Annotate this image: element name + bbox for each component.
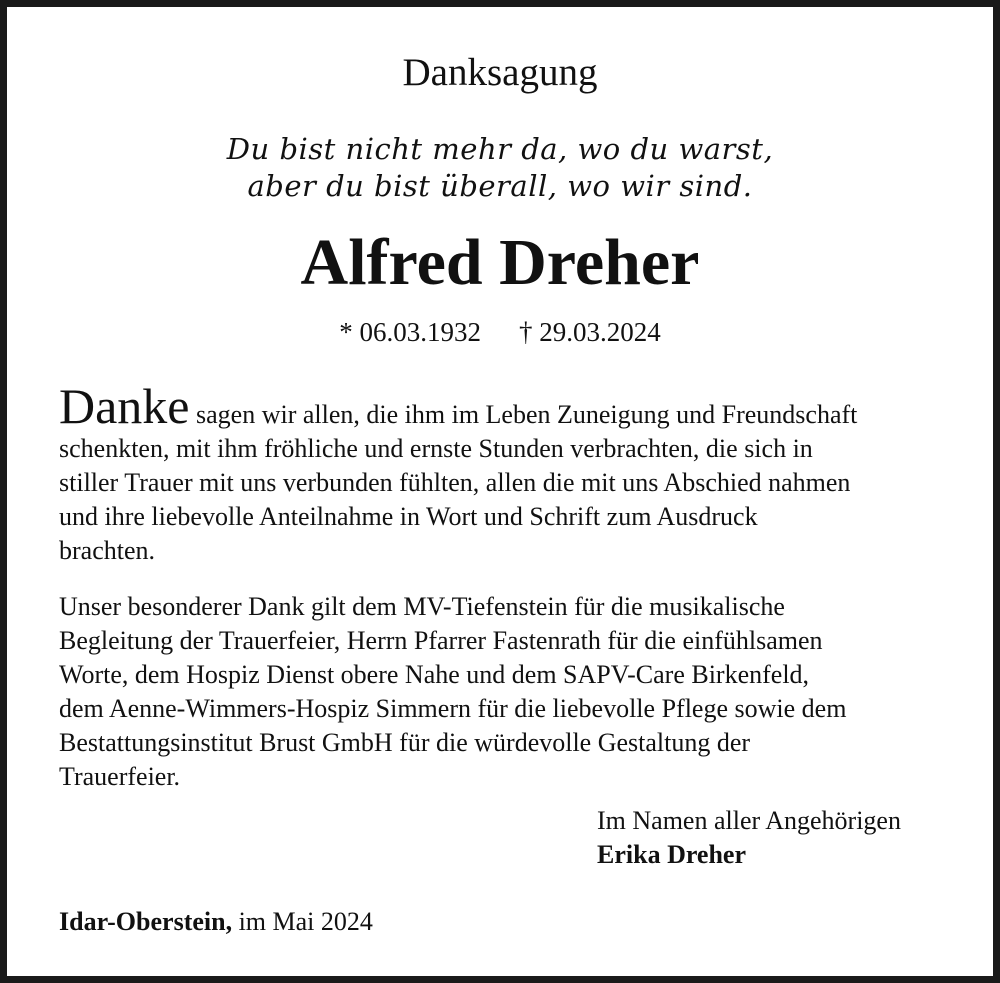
thanks-line: sagen wir allen, die ihm im Leben Zuneigung und Freundschaft [189, 400, 858, 429]
thanks-lead-word: Danke [59, 378, 190, 434]
death-date: † 29.03.2024 [519, 317, 661, 347]
thanks-line: brachten. [59, 536, 156, 565]
signature-intro: Im Namen aller Angehörigen [597, 806, 901, 835]
memorial-verse [7, 131, 993, 205]
notice-date: im Mai 2024 [232, 907, 373, 936]
place-and-date [59, 905, 373, 939]
special-thanks-line: Worte, dem Hospiz Dienst obere Nahe und dem SAPV-Care Birkenfeld, [59, 660, 810, 689]
special-thanks-line: Unser besonderer Dank gilt dem MV-Tiefenstein für die musikalische [59, 592, 785, 621]
special-thanks-line: dem Aenne-Wimmers-Hospiz Simmern für die liebevolle Pflege sowie dem [59, 694, 847, 723]
life-dates [7, 314, 993, 350]
special-thanks-line: Bestattungsinstitut Brust GmbH für die würdevolle Gestaltung der [59, 728, 751, 757]
place-name: Idar-Oberstein, [59, 907, 233, 936]
thanks-line: schenkten, mit ihm fröhliche und ernste Stunden verbrachten, die sich in [59, 434, 813, 463]
thanks-first-line [59, 378, 959, 434]
verse-line-1: Du bist nicht mehr da, wo du warst, [226, 132, 774, 166]
special-thanks-line: Begleitung der Trauerfeier, Herrn Pfarrer Fastenrath für die einfühlsamen [59, 626, 823, 655]
signature-block [597, 804, 901, 872]
verse-line-2: aber du bist überall, wo wir sind. [247, 169, 753, 203]
special-thanks-line: Trauerfeier. [59, 762, 181, 791]
notice-heading: Danksagung [402, 51, 598, 94]
thanks-line: stiller Trauer mit uns verbunden fühlten, allen die mit uns Abschied nahmen [59, 468, 851, 497]
thanks-line: und ihre liebevolle Anteilnahme in Wort und Schrift zum Ausdruck [59, 502, 758, 531]
thanks-paragraph [59, 378, 959, 568]
signer-name: Erika Dreher [597, 840, 746, 869]
deceased-name: Alfred Dreher [300, 226, 700, 299]
birth-date: * 06.03.1932 [339, 317, 481, 347]
special-thanks-paragraph [59, 590, 959, 794]
